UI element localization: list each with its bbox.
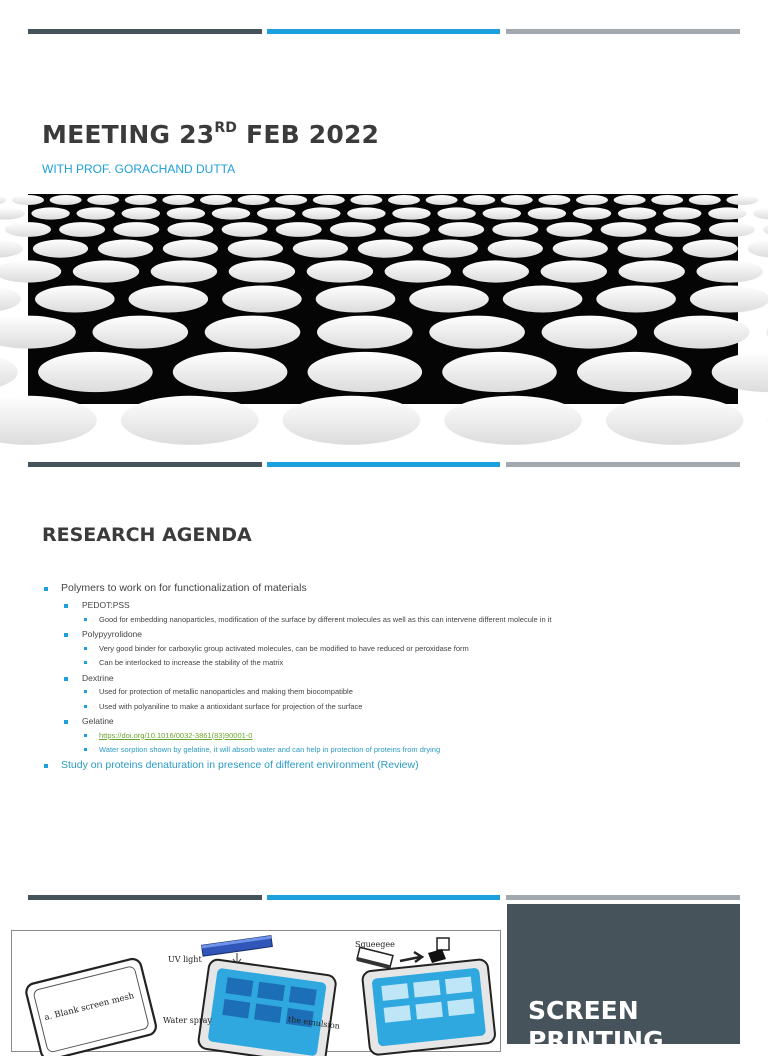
white-disc bbox=[385, 260, 451, 282]
white-disc bbox=[98, 240, 153, 258]
list-item-text: Polymers to work on for functionalization of materials bbox=[61, 582, 307, 594]
white-disc bbox=[708, 207, 746, 219]
bullet-square-icon bbox=[84, 734, 87, 737]
list-item-text: Good for embedding nanoparticles, modification of the surface by different molecules as well as this can intervene different molecule in it bbox=[99, 615, 551, 624]
white-disc bbox=[302, 207, 340, 219]
list-item-text: PEDOT:PSS bbox=[82, 600, 130, 610]
white-disc bbox=[317, 316, 413, 349]
accent-bar-gray bbox=[506, 895, 740, 900]
squeegee-tool bbox=[357, 947, 393, 969]
white-disc bbox=[0, 240, 23, 258]
white-disc-pattern-photo bbox=[28, 194, 738, 404]
section-title-line1: SCREEN bbox=[528, 996, 639, 1025]
list-item bbox=[44, 629, 724, 640]
section-title bbox=[528, 996, 664, 1056]
bullet-square-icon bbox=[84, 690, 87, 693]
white-disc bbox=[392, 207, 430, 219]
label-blank-screen-mesh: a. Blank screen mesh bbox=[43, 991, 135, 1023]
bullet-square-icon bbox=[64, 720, 68, 724]
white-disc bbox=[313, 195, 345, 205]
list-item bbox=[44, 716, 724, 727]
accent-bar-gray bbox=[506, 462, 740, 467]
bullet-square-icon bbox=[44, 587, 48, 591]
label-uv-light: UV light bbox=[168, 955, 202, 964]
header-accent-bars bbox=[28, 462, 740, 467]
white-disc bbox=[350, 195, 382, 205]
list-item-text: Gelatine bbox=[82, 716, 114, 726]
list-item bbox=[44, 644, 724, 653]
list-item bbox=[44, 600, 724, 611]
white-disc bbox=[501, 195, 533, 205]
list-item bbox=[44, 759, 724, 772]
section-title-line2: PRINTING bbox=[528, 1026, 664, 1055]
white-disc bbox=[753, 207, 768, 219]
list-item bbox=[44, 731, 724, 740]
list-item-text: Very good binder for carboxylic group activated molecules, can be modified to have reduced or peroxidase form bbox=[99, 644, 469, 653]
accent-bar-gray bbox=[506, 29, 740, 34]
white-disc bbox=[483, 207, 521, 219]
white-disc bbox=[222, 286, 302, 313]
white-disc bbox=[308, 352, 423, 392]
list-item-text: Polypyyrolidone bbox=[82, 629, 142, 639]
disc-pattern-svg bbox=[28, 194, 738, 404]
list-item bbox=[44, 673, 724, 684]
white-disc bbox=[388, 195, 420, 205]
list-item-text: Study on proteins denaturation in presence of different environment (Review) bbox=[61, 759, 419, 771]
accent-bar-dark bbox=[28, 462, 262, 467]
white-disc bbox=[257, 207, 295, 219]
emulsion-screen-frame bbox=[198, 959, 337, 1056]
label-squeegee: Squeegee bbox=[355, 940, 395, 949]
white-disc bbox=[748, 240, 768, 258]
white-disc bbox=[553, 240, 608, 258]
bullet-square-icon bbox=[84, 661, 87, 664]
white-disc bbox=[444, 396, 582, 445]
white-disc bbox=[683, 240, 738, 258]
white-disc bbox=[87, 195, 119, 205]
agenda-list bbox=[44, 582, 724, 777]
title-tail: FEB 2022 bbox=[237, 120, 379, 149]
white-disc bbox=[113, 222, 159, 237]
white-disc bbox=[546, 222, 592, 237]
white-disc bbox=[283, 396, 421, 445]
list-item-text: Can be interlocked to increase the stability of the matrix bbox=[99, 658, 283, 667]
bullet-square-icon bbox=[84, 705, 87, 708]
ink-dispenser bbox=[428, 938, 449, 963]
white-disc bbox=[212, 207, 250, 219]
accent-bar-blue bbox=[267, 29, 500, 34]
list-item bbox=[44, 658, 724, 667]
list-item bbox=[44, 615, 724, 624]
header-accent-bars bbox=[28, 895, 740, 900]
white-disc bbox=[690, 286, 768, 313]
right-arrow-icon bbox=[400, 952, 422, 962]
white-disc bbox=[423, 240, 478, 258]
white-disc bbox=[709, 222, 755, 237]
white-disc bbox=[596, 286, 676, 313]
list-item bbox=[44, 582, 724, 595]
white-disc bbox=[200, 195, 232, 205]
list-item-text: Used with polyaniline to make a antioxidant surface for projection of the surface bbox=[99, 702, 362, 711]
white-disc bbox=[228, 240, 283, 258]
white-disc bbox=[492, 222, 538, 237]
white-disc bbox=[38, 352, 153, 392]
bullet-square-icon bbox=[44, 764, 48, 768]
white-disc bbox=[125, 195, 157, 205]
white-disc bbox=[121, 396, 259, 445]
list-item-text: Used for protection of metallic nanoparticles and making them biocompatible bbox=[99, 687, 353, 696]
white-disc bbox=[538, 195, 570, 205]
agenda-heading: RESEARCH AGENDA bbox=[42, 524, 252, 546]
white-disc bbox=[541, 260, 607, 282]
header-accent-bars bbox=[28, 29, 740, 34]
white-disc bbox=[238, 195, 270, 205]
white-disc bbox=[276, 222, 322, 237]
list-item bbox=[44, 702, 724, 711]
white-disc bbox=[77, 207, 115, 219]
doi-link[interactable]: https://doi.org/10.1016/0032-3861(83)90001-0 bbox=[99, 731, 252, 740]
white-disc bbox=[330, 222, 376, 237]
bullet-square-icon bbox=[84, 618, 87, 621]
white-disc bbox=[426, 195, 458, 205]
list-item-text: Dextrine bbox=[82, 673, 114, 683]
white-disc bbox=[12, 195, 44, 205]
white-disc bbox=[358, 240, 413, 258]
white-disc bbox=[229, 260, 295, 282]
white-disc bbox=[606, 396, 744, 445]
white-disc bbox=[618, 240, 673, 258]
white-disc bbox=[151, 260, 217, 282]
white-disc bbox=[384, 222, 430, 237]
slide-research-agenda bbox=[0, 440, 768, 890]
white-disc bbox=[73, 260, 139, 282]
slide-screen-printing bbox=[0, 890, 768, 1024]
white-disc bbox=[503, 286, 583, 313]
printed-screen-frame bbox=[362, 959, 496, 1056]
white-disc bbox=[162, 195, 194, 205]
bullet-square-icon bbox=[64, 633, 68, 637]
white-disc bbox=[307, 260, 373, 282]
bullet-square-icon bbox=[64, 677, 68, 681]
white-disc bbox=[577, 352, 692, 392]
white-disc bbox=[697, 260, 763, 282]
white-disc bbox=[542, 316, 638, 349]
label-emulsion: the emulsion bbox=[287, 1015, 340, 1031]
bullet-square-icon bbox=[84, 647, 87, 650]
white-disc bbox=[689, 195, 721, 205]
white-disc bbox=[655, 222, 701, 237]
white-disc bbox=[0, 352, 18, 392]
white-disc bbox=[726, 195, 758, 205]
white-disc bbox=[0, 195, 6, 205]
white-disc bbox=[614, 195, 646, 205]
white-disc bbox=[93, 316, 189, 349]
title-superscript: RD bbox=[214, 120, 237, 136]
white-disc bbox=[122, 207, 160, 219]
white-disc bbox=[463, 195, 495, 205]
bullet-square-icon bbox=[84, 748, 87, 751]
white-disc bbox=[163, 240, 218, 258]
label-water-spray: Water spray bbox=[163, 1016, 212, 1025]
white-disc bbox=[347, 207, 385, 219]
bullet-square-icon bbox=[64, 604, 68, 608]
title-main: MEETING 23 bbox=[42, 120, 214, 149]
white-disc bbox=[619, 260, 685, 282]
white-disc bbox=[205, 316, 301, 349]
white-disc bbox=[293, 240, 348, 258]
white-disc bbox=[429, 316, 525, 349]
screen-printing-diagram-svg bbox=[12, 931, 500, 1051]
white-disc bbox=[618, 207, 656, 219]
white-disc bbox=[651, 195, 683, 205]
white-disc bbox=[222, 222, 268, 237]
list-item-text: Water sorption shown by gelatine, it will absorb water and can help in protection of proteins from drying bbox=[99, 745, 440, 754]
accent-bar-dark bbox=[28, 895, 262, 900]
white-disc bbox=[35, 286, 115, 313]
accent-bar-blue bbox=[267, 462, 500, 467]
white-disc bbox=[442, 352, 557, 392]
white-disc bbox=[763, 222, 768, 237]
white-disc bbox=[275, 195, 307, 205]
section-title-panel bbox=[507, 904, 740, 1044]
white-disc bbox=[59, 222, 105, 237]
white-disc bbox=[173, 352, 288, 392]
screen-printing-figure bbox=[11, 930, 501, 1052]
slide-title bbox=[0, 0, 768, 440]
white-disc bbox=[316, 286, 396, 313]
white-disc bbox=[0, 286, 21, 313]
accent-bar-blue bbox=[267, 895, 500, 900]
white-disc bbox=[31, 207, 69, 219]
white-disc bbox=[409, 286, 489, 313]
white-disc bbox=[33, 240, 88, 258]
white-disc bbox=[663, 207, 701, 219]
white-disc bbox=[463, 260, 529, 282]
white-disc bbox=[438, 222, 484, 237]
list-item bbox=[44, 745, 724, 754]
white-disc bbox=[0, 207, 25, 219]
white-disc bbox=[167, 207, 205, 219]
accent-bar-dark bbox=[28, 29, 262, 34]
white-disc bbox=[488, 240, 543, 258]
white-disc bbox=[437, 207, 475, 219]
list-item bbox=[44, 687, 724, 696]
white-disc bbox=[601, 222, 647, 237]
white-disc bbox=[167, 222, 213, 237]
meeting-subtitle: WITH PROF. GORACHAND DUTTA bbox=[42, 162, 235, 176]
white-disc bbox=[654, 316, 750, 349]
meeting-title bbox=[42, 120, 379, 149]
white-disc bbox=[50, 195, 82, 205]
white-disc bbox=[576, 195, 608, 205]
white-disc bbox=[5, 222, 51, 237]
white-disc bbox=[528, 207, 566, 219]
white-disc bbox=[129, 286, 209, 313]
white-disc bbox=[573, 207, 611, 219]
